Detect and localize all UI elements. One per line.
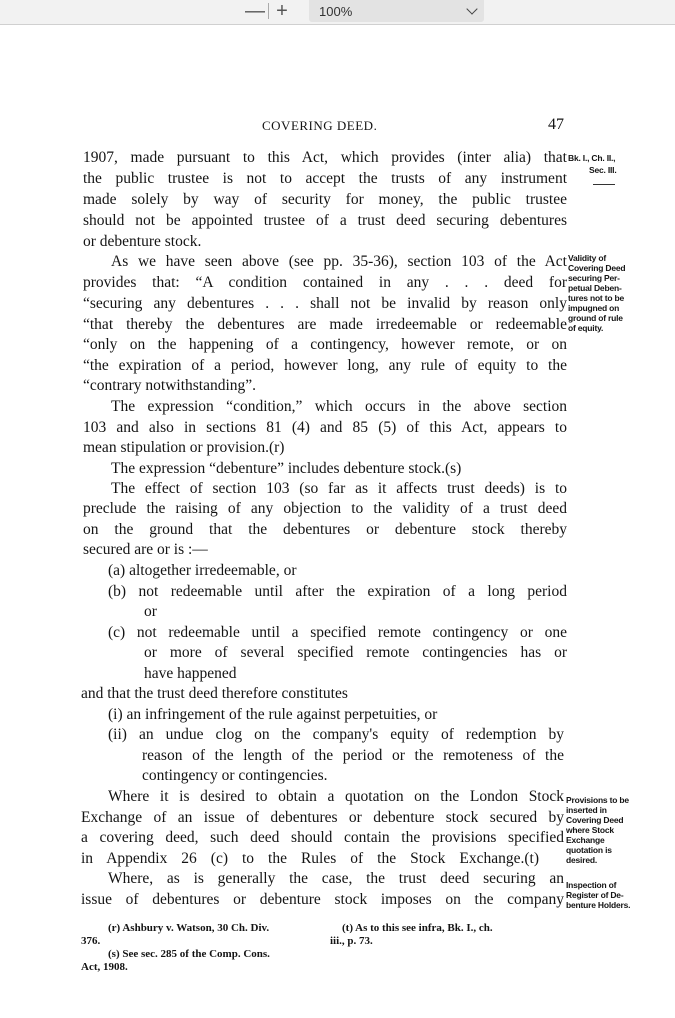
body-line: “only on the happening of a contingency, however remote, or on [83, 336, 567, 353]
side-note: Exchange [566, 835, 605, 845]
body-line: or debenture stock. [83, 233, 202, 250]
zoom-out-button[interactable]: — [245, 0, 265, 22]
body-line: secured are or is :— [83, 541, 208, 558]
body-line: and that the trust deed therefore constitutes [81, 685, 348, 702]
side-note: Register of De- [566, 890, 624, 900]
list-item-continuation: have happened [144, 665, 237, 682]
body-line: provides that: “A condition contained in any . . . deed for [83, 274, 567, 291]
body-line: “that thereby the debentures are made irredeemable or redeemable [83, 316, 567, 333]
body-line: 1907, made pursuant to this Act, which provides (inter alia) that [83, 149, 567, 166]
running-head [0, 118, 675, 138]
footnote: (s) See sec. 285 of the Comp. Cons. [108, 948, 270, 960]
list-item-continuation: contingency or contingencies. [142, 767, 328, 784]
side-note: petual Deben- [568, 283, 622, 293]
body-line: The effect of section 103 (so far as it affects trust deeds) is to [111, 480, 567, 497]
body-line: in Appendix 26 (c) to the Rules of the Stock Exchange.(t) [81, 850, 539, 867]
side-note: desired. [566, 855, 597, 865]
body-line: 103 and also in sections 81 (4) and 85 (5) of this Act, appears to [83, 419, 567, 436]
body-line: The expression “debenture” includes debenture stock.(s) [111, 460, 462, 477]
list-item: (i) an infringement of the rule against perpetuities, or [108, 706, 438, 723]
footnote: Act, 1908. [81, 961, 128, 973]
body-line: Where it is desired to obtain a quotation on the London Stock [108, 788, 564, 805]
side-note: Covering Deed [568, 263, 626, 273]
zoom-value: 100% [319, 3, 353, 19]
list-item: (ii) an undue clog on the company's equity of redemption by [108, 726, 564, 743]
side-note: quotation is [566, 845, 612, 855]
footnote: iii., p. 73. [330, 935, 373, 947]
side-note: Bk. I., Ch. II., [568, 153, 616, 163]
list-item: (a) altogether irredeemable, or [108, 562, 297, 579]
side-note: securing Per- [568, 273, 620, 283]
body-line: preclude the raising of any objection to the validity of a trust deed [83, 500, 567, 517]
zoom-in-button[interactable]: + [276, 0, 288, 22]
list-item-continuation: or more of several specified remote contingencies has or [144, 644, 567, 661]
body-line: made solely by way of security for money, the public trustee [83, 191, 567, 208]
body-line: “contrary notwithstanding”. [83, 377, 257, 394]
side-note: Inspection of [566, 880, 617, 890]
side-note: where Stock [566, 825, 614, 835]
body-line: mean stipulation or provision.(r) [83, 439, 285, 456]
divider [593, 184, 615, 185]
body-line: should not be appointed trustee of a trust deed securing debentures [83, 212, 567, 229]
side-note: impugned on [568, 303, 620, 313]
body-line: on the ground that the debentures or debenture stock thereby [83, 521, 567, 538]
body-line: the public trustee is not to accept the trusts of any instrument [83, 170, 567, 187]
body-line: “securing any debentures . . . shall not be invalid by reason only [83, 295, 567, 312]
body-line: As we have seen above (see pp. 35-36), section 103 of the Act [111, 253, 567, 270]
list-item: (c) not redeemable until a specified remote contingency or one [108, 624, 567, 641]
list-item-continuation: reason of the length of the period or the remoteness of the [142, 747, 564, 764]
body-line: issue of debentures or debenture stock imposes on the company [81, 891, 564, 908]
side-note: of equity. [568, 323, 604, 333]
footnote: (t) As to this see infra, Bk. I., ch. [342, 922, 493, 934]
page-number: 47 [548, 116, 564, 133]
side-note: Validity of [568, 253, 606, 263]
side-note: Provisions to be [566, 795, 629, 805]
page-title: COVERING DEED. [262, 118, 378, 133]
footnote: (r) Ashbury v. Watson, 30 Ch. Div. [108, 922, 270, 934]
body-line: “the expiration of a period, however long, any rule of equity to the [83, 357, 567, 374]
list-item-continuation: or [144, 603, 157, 620]
body-line: a covering deed, such deed should contain the provisions specified [81, 829, 564, 846]
footnote: 376. [81, 935, 101, 947]
body-line: Exchange of an issue of debentures or debenture stock secured by [81, 809, 564, 826]
side-note: ground of rule [568, 313, 623, 323]
body-line: The expression “condition,” which occurs in the above section [111, 398, 567, 415]
side-note: benture Holders. [566, 900, 631, 910]
list-item: (b) not redeemable until after the expiration of a long period [108, 583, 567, 600]
side-note: Covering Deed [566, 815, 624, 825]
side-note: Sec. III. [589, 165, 617, 175]
side-note: tures not to be [568, 293, 625, 303]
body-line: Where, as is generally the case, the trust deed securing an [108, 870, 564, 887]
side-note: inserted in [566, 805, 607, 815]
